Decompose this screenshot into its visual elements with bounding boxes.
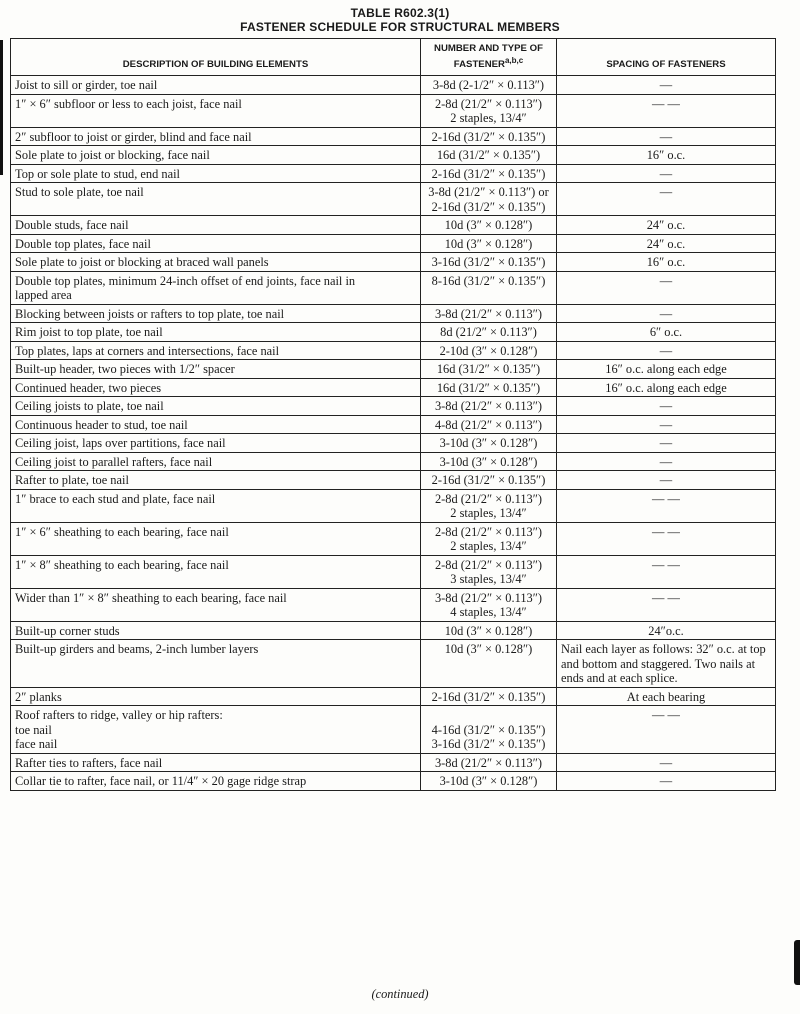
fastener-cell — [421, 164, 557, 183]
building-element-cell — [11, 127, 421, 146]
spacing-text: Nail each layer as follows: 32″ o.c. at top and bottom and staggered. Two nails at ends and at each splice. — [561, 642, 766, 685]
fastener-text: 3-10d (3″ × 0.128″) — [439, 774, 538, 788]
fastener-text: 3-8d (21/2″ × 0.113″) — [434, 590, 542, 605]
table-row — [11, 772, 776, 791]
fastener-cell — [421, 323, 557, 342]
spacing-cell — [557, 687, 776, 706]
fastener-cell — [421, 183, 557, 216]
fastener-cell — [421, 706, 557, 754]
fastener-text: 2-16d (31/2″ × 0.135″) — [431, 689, 546, 704]
fastener-text: 3-8d (21/2″ × 0.113″) — [434, 755, 542, 770]
fastener-text: 3-8d (21/2″ × 0.113″) or — [428, 185, 549, 199]
building-element-text: face nail — [15, 737, 58, 751]
spacing-cell — [557, 588, 776, 621]
building-element-text: Stud to sole plate, toe nail — [15, 185, 144, 199]
fastener-cell — [421, 127, 557, 146]
building-element-cell — [11, 360, 421, 379]
spacing-text: — — [659, 273, 673, 288]
table-row — [11, 753, 776, 772]
fastener-cell — [421, 216, 557, 235]
header-footnote-refs: a,b,c — [504, 55, 524, 65]
header-row — [11, 39, 776, 76]
table-row — [11, 146, 776, 165]
fastener-cell — [421, 76, 557, 95]
fastener-text: 4-16d (31/2″ × 0.135″) — [431, 722, 546, 737]
fastener-cell — [421, 522, 557, 555]
spacing-cell — [557, 94, 776, 127]
fastener-text: 2-8d (21/2″ × 0.113″) — [434, 557, 542, 572]
fastener-cell — [421, 378, 557, 397]
building-element-text: Rim joist to top plate, toe nail — [15, 325, 163, 339]
spacing-cell — [557, 323, 776, 342]
building-element-cell — [11, 76, 421, 95]
spacing-cell — [557, 555, 776, 588]
fastener-cell — [421, 640, 557, 688]
building-element-cell — [11, 164, 421, 183]
fastener-cell — [421, 146, 557, 165]
fastener-text: 3-10d (3″ × 0.128″) — [439, 454, 538, 469]
building-element-cell — [11, 271, 421, 304]
table-row — [11, 588, 776, 621]
fastener-text: 2-8d (21/2″ × 0.113″) — [434, 491, 542, 506]
building-element-cell — [11, 415, 421, 434]
building-element-text: Roof rafters to ridge, valley or hip rafters: — [15, 708, 223, 722]
table-row — [11, 687, 776, 706]
fastener-text: 2-10d (3″ × 0.128″) — [439, 343, 538, 358]
fastener-cell — [421, 753, 557, 772]
building-element-cell — [11, 522, 421, 555]
building-element-cell — [11, 397, 421, 416]
building-element-text: 1″ × 6″ sheathing to each bearing, face nail — [15, 524, 229, 539]
fastener-text: 10d (3″ × 0.128″) — [444, 236, 533, 251]
table-row — [11, 640, 776, 688]
fastener-cell — [421, 471, 557, 490]
scan-artifact — [794, 940, 800, 985]
spacing-cell — [557, 164, 776, 183]
spacing-text: — — [659, 343, 673, 358]
fastener-text: 8d (21/2″ × 0.113″) — [440, 325, 537, 339]
fastener-cell — [421, 341, 557, 360]
table-caption: FASTENER SCHEDULE FOR STRUCTURAL MEMBERS — [240, 20, 560, 34]
fastener-cell — [421, 687, 557, 706]
spacing-cell — [557, 621, 776, 640]
spacing-cell — [557, 772, 776, 791]
spacing-text: — — [659, 436, 673, 450]
fastener-cell — [421, 304, 557, 323]
spacing-text: 16″ o.c. along each edge — [605, 380, 727, 395]
building-element-cell — [11, 706, 421, 754]
spacing-cell — [557, 76, 776, 95]
building-element-cell — [11, 555, 421, 588]
spacing-text: — — [659, 473, 673, 487]
table-row — [11, 434, 776, 453]
building-element-text: Built-up header, two pieces with 1/2″ spacer — [15, 362, 235, 376]
building-element-cell — [11, 753, 421, 772]
table-row — [11, 341, 776, 360]
building-element-text: Continued header, two pieces — [15, 380, 162, 395]
building-element-text: 1″ × 6″ subfloor or less to each joist, face nail — [15, 96, 242, 111]
spacing-cell — [557, 304, 776, 323]
building-element-cell — [11, 640, 421, 688]
fastener-text: 16d (31/2″ × 0.135″) — [436, 380, 541, 395]
fastener-text: 10d (3″ × 0.128″) — [444, 218, 533, 232]
fastener-text: 3-8d (21/2″ × 0.113″) — [434, 399, 542, 413]
spacing-cell — [557, 434, 776, 453]
spacing-text: At each bearing — [626, 689, 706, 704]
table-row — [11, 489, 776, 522]
building-element-text: Top plates, laps at corners and intersections, face nail — [15, 343, 280, 358]
fastener-text: 16d (31/2″ × 0.135″) — [436, 148, 541, 162]
spacing-text: — — [659, 129, 673, 144]
spacing-text: — — [659, 454, 673, 469]
spacing-text: — — [659, 78, 673, 92]
spacing-cell — [557, 271, 776, 304]
fastener-cell — [421, 253, 557, 272]
table-row — [11, 555, 776, 588]
fastener-text: 2 staples, 13/4″ — [450, 111, 527, 125]
spacing-cell — [557, 706, 776, 754]
table-title — [0, 6, 800, 34]
scan-edge-mark — [0, 40, 3, 175]
table-row — [11, 94, 776, 127]
spacing-text: — — — [652, 491, 680, 506]
fastener-cell — [421, 271, 557, 304]
table-row — [11, 127, 776, 146]
spacing-cell — [557, 522, 776, 555]
spacing-cell — [557, 127, 776, 146]
building-element-text: toe nail — [15, 722, 52, 737]
building-element-text: Rafter to plate, toe nail — [15, 473, 129, 487]
spacing-text: 24″ o.c. — [646, 236, 686, 251]
spacing-text: — — — [652, 96, 680, 111]
fastener-schedule-table — [10, 38, 776, 791]
spacing-cell — [557, 753, 776, 772]
table-row — [11, 304, 776, 323]
spacing-cell — [557, 360, 776, 379]
fastener-text: 2 staples, 13/4″ — [450, 539, 527, 553]
table-number: TABLE R602.3(1) — [350, 6, 450, 20]
building-element-text: Ceiling joist, laps over partitions, face nail — [15, 436, 226, 450]
building-element-cell — [11, 146, 421, 165]
table-row — [11, 216, 776, 235]
spacing-cell — [557, 253, 776, 272]
spacing-text: — — — [652, 708, 680, 722]
spacing-text: — — — [652, 557, 680, 572]
table-row — [11, 621, 776, 640]
building-element-text: Sole plate to joist or blocking at braced wall panels — [15, 255, 269, 269]
fastener-text: 2-8d (21/2″ × 0.113″) — [434, 96, 542, 111]
header-spacing: SPACING OF FASTENERS — [557, 39, 776, 76]
spacing-cell — [557, 216, 776, 235]
table-row — [11, 397, 776, 416]
building-element-cell — [11, 323, 421, 342]
building-element-cell — [11, 234, 421, 253]
fastener-text: 3-8d (2-1/2″ × 0.113″) — [432, 78, 545, 92]
fastener-text: 2-16d (31/2″ × 0.135″) — [431, 199, 546, 214]
building-element-text: Wider than 1″ × 8″ sheathing to each bearing, face nail — [15, 590, 287, 605]
fastener-cell — [421, 415, 557, 434]
fastener-cell — [421, 555, 557, 588]
fastener-cell — [421, 397, 557, 416]
spacing-text: 16″ o.c. — [646, 148, 686, 162]
fastener-cell — [421, 772, 557, 791]
table-row — [11, 253, 776, 272]
building-element-text: Built-up girders and beams, 2-inch lumber layers — [15, 642, 259, 656]
building-element-text: Rafter ties to rafters, face nail — [15, 755, 163, 770]
table-row — [11, 452, 776, 471]
fastener-text: 3-16d (31/2″ × 0.135″) — [431, 737, 546, 751]
fastener-text: 8-16d (31/2″ × 0.135″) — [431, 273, 546, 288]
building-element-text: Sole plate to joist or blocking, face nail — [15, 148, 210, 162]
building-element-text: Collar tie to rafter, face nail, or 11/4″ × 20 gage ridge strap — [15, 774, 307, 788]
spacing-cell — [557, 234, 776, 253]
fastener-text: 10d (3″ × 0.128″) — [444, 642, 533, 656]
building-element-cell — [11, 434, 421, 453]
fastener-cell — [421, 434, 557, 453]
fastener-text: 2 staples, 13/4″ — [450, 506, 527, 520]
spacing-text: 24″ o.c. — [646, 218, 686, 232]
spacing-cell — [557, 397, 776, 416]
spacing-cell — [557, 146, 776, 165]
building-element-text: Blocking between joists or rafters to top plate, toe nail — [15, 306, 285, 321]
fastener-cell — [421, 94, 557, 127]
table-row — [11, 378, 776, 397]
table-row — [11, 522, 776, 555]
building-element-text: Double studs, face nail — [15, 218, 129, 232]
fastener-text: 2-8d (21/2″ × 0.113″) — [434, 524, 542, 539]
building-element-text: 2″ subfloor to joist or girder, blind and face nail — [15, 129, 252, 144]
building-element-text: Top or sole plate to stud, end nail — [15, 166, 180, 181]
continued-note: (continued) — [371, 987, 429, 1001]
building-element-text: Ceiling joists to plate, toe nail — [15, 399, 164, 413]
fastener-text: 3-10d (3″ × 0.128″) — [439, 436, 538, 450]
fastener-cell — [421, 621, 557, 640]
spacing-text: — — [659, 166, 673, 181]
spacing-cell — [557, 341, 776, 360]
spacing-text: — — [659, 306, 673, 321]
table-row — [11, 323, 776, 342]
table-row — [11, 415, 776, 434]
table-row — [11, 271, 776, 304]
fastener-text: 4 staples, 13/4″ — [450, 605, 527, 619]
building-element-text: Built-up corner studs — [15, 623, 120, 638]
header-fastener: NUMBER AND TYPE OF FASTENER$^{a,b,c}$ — [421, 39, 557, 76]
fastener-text: 16d (31/2″ × 0.135″) — [436, 362, 541, 376]
spacing-text: — — — [652, 590, 680, 605]
building-element-cell — [11, 378, 421, 397]
building-element-cell — [11, 216, 421, 235]
building-element-cell — [11, 687, 421, 706]
fastener-text: 2-16d (31/2″ × 0.135″) — [431, 129, 546, 144]
table-body — [11, 76, 776, 791]
fastener-text — [425, 708, 552, 723]
header-description: DESCRIPTION OF BUILDING ELEMENTS — [11, 39, 421, 76]
building-element-cell — [11, 94, 421, 127]
building-element-text: Double top plates, minimum 24-inch offset of end joints, face nail in — [15, 273, 356, 288]
spacing-cell — [557, 489, 776, 522]
spacing-text: — — [659, 755, 673, 770]
building-element-cell — [11, 772, 421, 791]
table-row — [11, 183, 776, 216]
building-element-text: 1″ × 8″ sheathing to each bearing, face nail — [15, 557, 229, 572]
spacing-cell — [557, 640, 776, 688]
building-element-cell — [11, 471, 421, 490]
building-element-text: Ceiling joist to parallel rafters, face nail — [15, 454, 213, 469]
building-element-text: Continuous header to stud, toe nail — [15, 417, 188, 432]
table-row — [11, 234, 776, 253]
spacing-cell — [557, 183, 776, 216]
table-row — [11, 360, 776, 379]
building-element-cell — [11, 183, 421, 216]
fastener-text: 2-16d (31/2″ × 0.135″) — [431, 473, 546, 487]
spacing-cell — [557, 378, 776, 397]
building-element-text: lapped area — [15, 288, 72, 302]
spacing-text: — — [659, 417, 673, 432]
building-element-text: Double top plates, face nail — [15, 236, 151, 251]
spacing-text: — — [659, 185, 673, 199]
spacing-text: 24″o.c. — [648, 623, 684, 638]
spacing-text: 16″ o.c. — [646, 255, 686, 269]
fastener-text: 3-8d (21/2″ × 0.113″) — [434, 306, 542, 321]
building-element-text: 1″ brace to each stud and plate, face nail — [15, 491, 216, 506]
building-element-cell — [11, 253, 421, 272]
building-element-text: Joist to sill or girder, toe nail — [15, 78, 158, 92]
building-element-cell — [11, 621, 421, 640]
fastener-text: 3 staples, 13/4″ — [450, 572, 527, 586]
spacing-text: 16″ o.c. along each edge — [605, 362, 727, 376]
fastener-cell — [421, 452, 557, 471]
fastener-cell — [421, 588, 557, 621]
spacing-text: — — [659, 774, 673, 788]
building-element-text: 2″ planks — [15, 689, 62, 704]
building-element-cell — [11, 588, 421, 621]
fastener-cell — [421, 360, 557, 379]
table-row — [11, 706, 776, 754]
fastener-cell — [421, 489, 557, 522]
fastener-text: 4-8d (21/2″ × 0.113″) — [434, 417, 542, 432]
fastener-text: 2-16d (31/2″ × 0.135″) — [431, 166, 546, 181]
building-element-cell — [11, 304, 421, 323]
spacing-cell — [557, 452, 776, 471]
spacing-text: 6″ o.c. — [649, 325, 683, 339]
fastener-cell — [421, 234, 557, 253]
spacing-text: — — [659, 399, 673, 413]
spacing-cell — [557, 415, 776, 434]
table-row — [11, 471, 776, 490]
fastener-text: 10d (3″ × 0.128″) — [444, 623, 533, 638]
table-row — [11, 164, 776, 183]
spacing-cell — [557, 471, 776, 490]
table-row — [11, 76, 776, 95]
spacing-text: — — — [652, 524, 680, 539]
building-element-cell — [11, 489, 421, 522]
fastener-text: 3-16d (31/2″ × 0.135″) — [431, 255, 546, 269]
building-element-cell — [11, 341, 421, 360]
building-element-cell — [11, 452, 421, 471]
